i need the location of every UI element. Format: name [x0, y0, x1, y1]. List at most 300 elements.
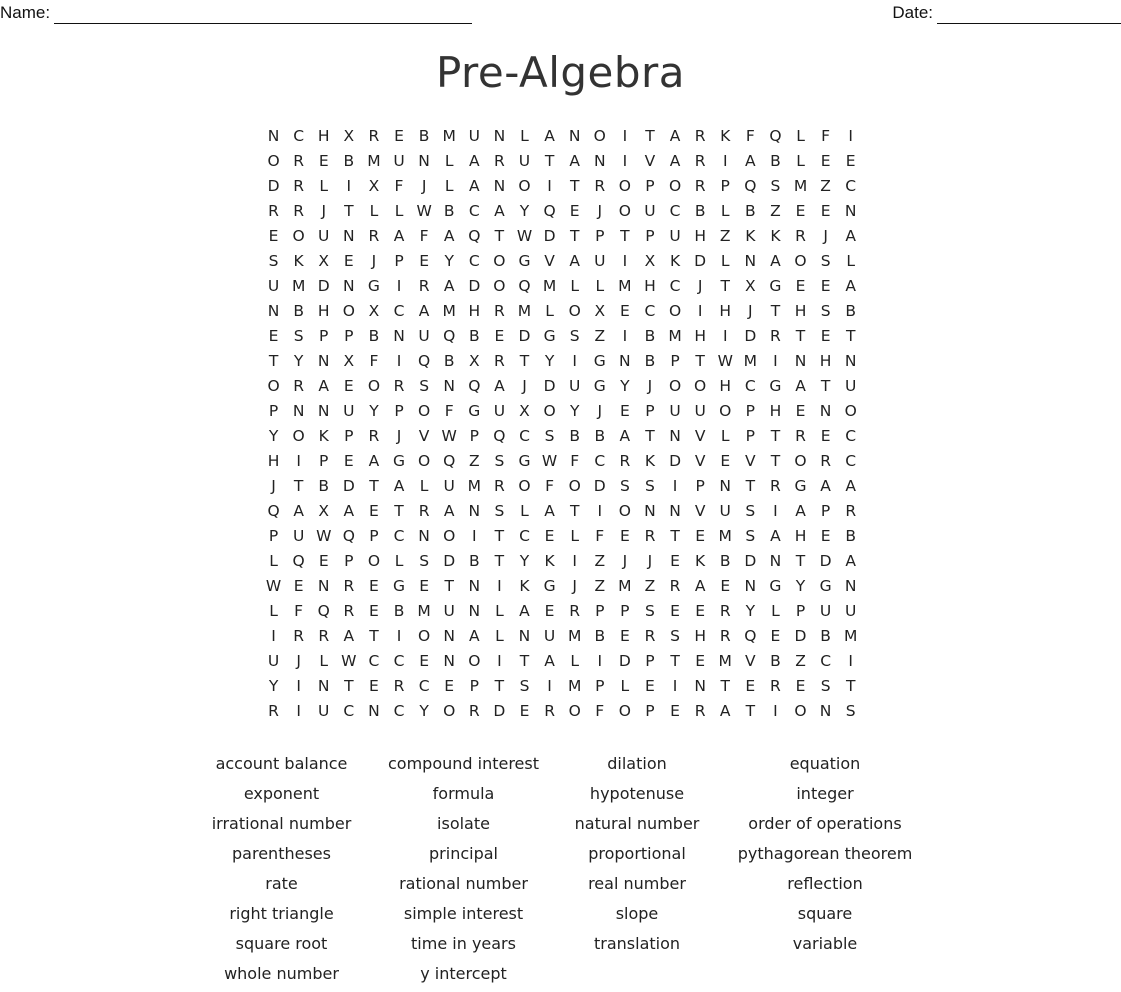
grid-letter[interactable]: E [619, 627, 630, 645]
grid-letter[interactable]: R [494, 352, 505, 370]
grid-letter[interactable]: H [317, 127, 330, 145]
grid-letter[interactable]: U [318, 227, 330, 245]
grid-letter[interactable]: B [293, 302, 304, 320]
grid-letter[interactable]: Y [620, 377, 630, 395]
grid-letter[interactable]: E [670, 602, 680, 620]
grid-letter[interactable]: E [695, 602, 706, 620]
grid-letter[interactable]: R [845, 502, 857, 520]
grid-letter[interactable]: D [493, 702, 506, 720]
grid-letter[interactable]: H [267, 452, 280, 470]
grid-letter[interactable]: Z [770, 202, 781, 220]
grid-letter[interactable]: H [719, 377, 732, 395]
grid-letter[interactable]: N [593, 152, 606, 170]
grid-letter[interactable]: N [719, 477, 732, 495]
grid-letter[interactable]: L [444, 152, 454, 170]
grid-letter[interactable]: T [845, 327, 856, 345]
grid-letter[interactable]: R [368, 427, 380, 445]
grid-letter[interactable]: C [393, 302, 405, 320]
grid-letter[interactable]: H [719, 302, 732, 320]
grid-letter[interactable]: T [569, 227, 580, 245]
grid-letter[interactable]: I [722, 152, 728, 170]
grid-letter[interactable]: M [417, 602, 431, 620]
grid-letter[interactable]: A [669, 127, 681, 145]
grid-letter[interactable]: R [268, 702, 279, 720]
grid-letter[interactable]: J [421, 177, 427, 195]
grid-letter[interactable]: T [494, 227, 505, 245]
grid-letter[interactable]: C [393, 652, 405, 670]
grid-letter[interactable]: C [468, 252, 480, 270]
grid-letter[interactable]: Y [444, 252, 454, 270]
grid-letter[interactable]: A [845, 277, 856, 295]
grid-letter[interactable]: R [719, 602, 731, 620]
grid-letter[interactable]: J [597, 202, 603, 220]
grid-letter[interactable]: H [694, 627, 706, 645]
grid-letter[interactable]: Z [594, 327, 606, 345]
grid-letter[interactable]: G [769, 377, 782, 395]
grid-letter[interactable]: G [468, 402, 481, 420]
grid-letter[interactable]: R [293, 627, 305, 645]
grid-letter[interactable]: P [344, 552, 354, 570]
grid-letter[interactable]: M [567, 677, 582, 695]
grid-letter[interactable]: V [644, 152, 656, 170]
grid-letter[interactable]: I [472, 527, 477, 545]
grid-letter[interactable]: I [622, 152, 628, 170]
grid-letter[interactable]: I [396, 627, 402, 645]
grid-letter[interactable]: G [393, 452, 406, 470]
grid-letter[interactable]: J [296, 652, 301, 670]
grid-letter[interactable]: Q [292, 552, 305, 570]
grid-letter[interactable]: W [341, 652, 357, 670]
grid-letter[interactable]: T [569, 502, 580, 520]
grid-letter[interactable]: A [820, 477, 831, 495]
grid-letter[interactable]: E [419, 652, 429, 670]
grid-letter[interactable]: D [694, 252, 707, 270]
grid-letter[interactable]: C [519, 427, 530, 445]
grid-letter[interactable]: E [494, 327, 505, 345]
grid-letter[interactable]: G [393, 577, 406, 595]
grid-letter[interactable]: F [369, 352, 379, 370]
grid-letter[interactable]: R [694, 177, 706, 195]
grid-letter[interactable]: S [770, 177, 781, 195]
grid-letter[interactable]: U [267, 652, 280, 670]
grid-letter[interactable]: A [745, 152, 756, 170]
grid-letter[interactable]: T [745, 702, 756, 720]
grid-letter[interactable]: N [518, 627, 531, 645]
grid-letter[interactable]: S [670, 627, 680, 645]
grid-letter[interactable]: O [543, 402, 556, 420]
grid-letter[interactable]: S [419, 377, 430, 395]
grid-letter[interactable]: A [443, 227, 455, 245]
grid-letter[interactable]: L [269, 552, 278, 570]
grid-letter[interactable]: Z [594, 552, 606, 570]
grid-letter[interactable]: B [368, 327, 380, 345]
grid-letter[interactable]: K [293, 252, 304, 270]
grid-letter[interactable]: O [719, 402, 732, 420]
grid-letter[interactable]: N [343, 227, 355, 245]
grid-letter[interactable]: Y [419, 702, 429, 720]
grid-letter[interactable]: E [544, 602, 555, 620]
grid-letter[interactable]: E [394, 127, 404, 145]
grid-letter[interactable]: H [694, 227, 706, 245]
grid-letter[interactable]: B [694, 202, 706, 220]
grid-letter[interactable]: L [720, 252, 730, 270]
grid-letter[interactable]: N [418, 527, 430, 545]
grid-letter[interactable]: S [820, 252, 831, 270]
grid-letter[interactable]: Q [443, 452, 456, 470]
grid-letter[interactable]: M [567, 627, 582, 645]
grid-letter[interactable]: L [394, 552, 404, 570]
grid-letter[interactable]: I [848, 127, 853, 145]
grid-letter[interactable]: I [597, 652, 603, 670]
grid-letter[interactable]: F [821, 127, 831, 145]
grid-letter[interactable]: P [469, 677, 479, 695]
grid-letter[interactable]: L [269, 602, 278, 620]
grid-letter[interactable]: D [744, 552, 757, 570]
grid-letter[interactable]: K [695, 552, 706, 570]
grid-letter[interactable]: H [694, 327, 706, 345]
grid-letter[interactable]: M [467, 477, 481, 495]
grid-letter[interactable]: R [368, 127, 380, 145]
grid-letter[interactable]: E [645, 677, 655, 695]
grid-letter[interactable]: W [541, 452, 558, 470]
grid-letter[interactable]: A [795, 502, 806, 520]
grid-letter[interactable]: N [844, 577, 857, 595]
grid-letter[interactable]: Y [569, 402, 580, 420]
grid-letter[interactable]: U [819, 602, 832, 620]
grid-letter[interactable]: B [644, 327, 656, 345]
grid-letter[interactable]: U [669, 402, 681, 420]
grid-letter[interactable]: I [396, 277, 402, 295]
grid-letter[interactable]: O [493, 252, 506, 270]
grid-letter[interactable]: P [645, 702, 655, 720]
grid-letter[interactable]: A [719, 702, 731, 720]
grid-letter[interactable]: B [594, 427, 606, 445]
grid-letter[interactable]: A [494, 377, 505, 395]
grid-letter[interactable]: O [367, 552, 381, 570]
grid-letter[interactable]: N [368, 702, 380, 720]
grid-letter[interactable]: S [645, 602, 655, 620]
grid-letter[interactable]: A [468, 627, 480, 645]
grid-letter[interactable]: S [745, 527, 756, 545]
grid-letter[interactable]: E [318, 152, 329, 170]
grid-letter[interactable]: C [368, 652, 380, 670]
grid-letter[interactable]: E [795, 402, 806, 420]
grid-letter[interactable]: P [369, 527, 379, 545]
grid-letter[interactable]: N [317, 577, 330, 595]
grid-letter[interactable]: Q [443, 327, 456, 345]
grid-letter[interactable]: A [368, 452, 380, 470]
grid-letter[interactable]: I [296, 452, 301, 470]
grid-letter[interactable]: R [268, 202, 279, 220]
grid-letter[interactable]: W [316, 527, 332, 545]
grid-letter[interactable]: D [744, 327, 757, 345]
grid-letter[interactable]: C [519, 527, 530, 545]
grid-letter[interactable]: B [418, 127, 430, 145]
grid-letter[interactable]: U [343, 402, 355, 420]
grid-letter[interactable]: S [544, 427, 555, 445]
grid-letter[interactable]: C [393, 527, 405, 545]
grid-letter[interactable]: Q [744, 177, 757, 195]
grid-letter[interactable]: S [293, 327, 304, 345]
grid-letter[interactable]: A [694, 577, 706, 595]
grid-letter[interactable]: N [443, 652, 455, 670]
grid-letter[interactable]: L [419, 477, 429, 495]
grid-letter[interactable]: R [293, 177, 305, 195]
grid-letter[interactable]: P [645, 402, 655, 420]
grid-letter[interactable]: E [569, 202, 580, 220]
grid-letter[interactable]: C [820, 652, 832, 670]
grid-letter[interactable]: N [343, 277, 355, 295]
grid-letter[interactable]: E [419, 577, 429, 595]
grid-letter[interactable]: L [495, 602, 504, 620]
grid-letter[interactable]: T [494, 677, 505, 695]
grid-letter[interactable]: D [317, 277, 330, 295]
grid-letter[interactable]: A [494, 202, 505, 220]
grid-letter[interactable]: T [344, 202, 354, 220]
grid-letter[interactable]: M [442, 302, 456, 320]
grid-letter[interactable]: Q [342, 527, 355, 545]
grid-letter[interactable]: B [770, 152, 781, 170]
grid-letter[interactable]: C [594, 452, 606, 470]
grid-letter[interactable]: M [718, 652, 732, 670]
grid-letter[interactable]: S [494, 452, 505, 470]
grid-letter[interactable]: E [795, 277, 806, 295]
grid-letter[interactable]: S [745, 502, 756, 520]
grid-letter[interactable]: L [520, 127, 529, 145]
grid-letter[interactable]: B [468, 327, 480, 345]
grid-letter[interactable]: C [845, 452, 857, 470]
grid-letter[interactable]: S [519, 677, 530, 695]
grid-letter[interactable]: E [343, 252, 354, 270]
grid-letter[interactable]: U [318, 702, 330, 720]
grid-letter[interactable]: O [292, 427, 305, 445]
grid-letter[interactable]: L [570, 527, 579, 545]
grid-letter[interactable]: A [393, 227, 405, 245]
grid-letter[interactable]: N [794, 352, 807, 370]
grid-letter[interactable]: R [644, 527, 656, 545]
grid-letter[interactable]: V [694, 502, 706, 520]
grid-letter[interactable]: I [497, 652, 502, 670]
grid-letter[interactable]: M [618, 277, 632, 295]
grid-letter[interactable]: L [720, 202, 730, 220]
grid-letter[interactable]: S [619, 477, 630, 495]
grid-letter[interactable]: P [795, 602, 806, 620]
grid-letter[interactable]: Q [468, 227, 481, 245]
grid-letter[interactable]: N [468, 577, 481, 595]
grid-letter[interactable]: U [493, 402, 506, 420]
grid-letter[interactable]: C [845, 177, 857, 195]
grid-letter[interactable]: V [694, 452, 706, 470]
grid-letter[interactable]: Y [519, 202, 530, 220]
grid-letter[interactable]: E [369, 677, 379, 695]
grid-letter[interactable]: T [268, 352, 279, 370]
grid-letter[interactable]: L [394, 202, 404, 220]
grid-letter[interactable]: N [644, 502, 656, 520]
grid-letter[interactable]: A [795, 377, 806, 395]
grid-letter[interactable]: P [745, 402, 755, 420]
grid-letter[interactable]: O [493, 277, 506, 295]
grid-letter[interactable]: R [293, 202, 305, 220]
grid-letter[interactable]: N [819, 702, 832, 720]
grid-letter[interactable]: E [619, 527, 630, 545]
grid-letter[interactable]: O [844, 402, 857, 420]
grid-letter[interactable]: I [722, 327, 728, 345]
grid-letter[interactable]: B [393, 602, 405, 620]
grid-letter[interactable]: P [595, 227, 605, 245]
grid-letter[interactable]: E [343, 452, 354, 470]
grid-letter[interactable]: E [845, 152, 856, 170]
grid-letter[interactable]: O [618, 202, 631, 220]
grid-letter[interactable]: U [393, 152, 405, 170]
date-blank-line[interactable] [937, 7, 1121, 24]
grid-letter[interactable]: Y [369, 402, 379, 420]
grid-letter[interactable]: I [296, 702, 301, 720]
grid-letter[interactable]: D [669, 452, 682, 470]
grid-letter[interactable]: O [794, 702, 807, 720]
grid-letter[interactable]: O [418, 452, 431, 470]
grid-letter[interactable]: A [318, 377, 330, 395]
grid-letter[interactable]: P [344, 427, 354, 445]
grid-letter[interactable]: A [544, 127, 555, 145]
grid-letter[interactable]: A [669, 152, 681, 170]
grid-letter[interactable]: U [468, 127, 480, 145]
grid-letter[interactable]: B [318, 477, 330, 495]
grid-letter[interactable]: T [770, 427, 781, 445]
date-field[interactable] [892, 2, 1121, 24]
grid-letter[interactable]: X [644, 252, 656, 270]
grid-letter[interactable]: I [773, 502, 778, 520]
grid-letter[interactable]: V [745, 652, 756, 670]
grid-letter[interactable]: R [594, 177, 606, 195]
grid-letter[interactable]: N [744, 252, 757, 270]
grid-letter[interactable]: F [444, 402, 454, 420]
grid-letter[interactable]: E [695, 652, 706, 670]
grid-letter[interactable]: Z [820, 177, 831, 195]
grid-letter[interactable]: A [293, 502, 304, 520]
grid-letter[interactable]: M [668, 327, 682, 345]
grid-letter[interactable]: N [443, 377, 455, 395]
grid-letter[interactable]: O [443, 527, 456, 545]
grid-letter[interactable]: C [393, 702, 405, 720]
grid-letter[interactable]: S [645, 477, 655, 495]
grid-letter[interactable]: C [644, 302, 656, 320]
grid-letter[interactable]: N [669, 427, 681, 445]
grid-letter[interactable]: R [770, 477, 781, 495]
grid-letter[interactable]: H [644, 277, 656, 295]
grid-letter[interactable]: R [343, 602, 355, 620]
grid-letter[interactable]: T [720, 677, 730, 695]
grid-letter[interactable]: P [645, 177, 655, 195]
grid-letter[interactable]: B [644, 352, 656, 370]
grid-letter[interactable]: A [343, 627, 355, 645]
grid-letter[interactable]: O [618, 502, 631, 520]
grid-letter[interactable]: R [770, 327, 781, 345]
grid-letter[interactable]: A [343, 502, 355, 520]
grid-letter[interactable]: R [494, 152, 505, 170]
grid-letter[interactable]: P [695, 477, 705, 495]
grid-letter[interactable]: P [645, 227, 655, 245]
grid-letter[interactable]: T [369, 627, 379, 645]
grid-letter[interactable]: S [569, 327, 580, 345]
grid-letter[interactable]: N [844, 352, 857, 370]
grid-letter[interactable]: I [672, 477, 678, 495]
grid-letter[interactable]: R [418, 277, 430, 295]
grid-letter[interactable]: W [265, 577, 282, 595]
grid-letter[interactable]: Y [544, 352, 555, 370]
grid-letter[interactable]: W [717, 352, 733, 370]
grid-letter[interactable]: M [793, 177, 808, 195]
grid-letter[interactable]: D [543, 227, 556, 245]
grid-letter[interactable]: I [773, 352, 778, 370]
grid-letter[interactable]: O [518, 477, 531, 495]
grid-letter[interactable]: X [368, 177, 380, 195]
grid-letter[interactable]: E [544, 527, 555, 545]
grid-letter[interactable]: V [544, 252, 555, 270]
grid-letter[interactable]: A [468, 177, 480, 195]
grid-letter[interactable]: G [769, 277, 782, 295]
grid-letter[interactable]: H [468, 302, 481, 320]
grid-letter[interactable]: N [418, 152, 430, 170]
grid-letter[interactable]: Z [594, 577, 606, 595]
grid-letter[interactable]: N [317, 677, 330, 695]
grid-letter[interactable]: U [518, 152, 531, 170]
grid-letter[interactable]: I [396, 352, 402, 370]
grid-letter[interactable]: P [394, 252, 404, 270]
grid-letter[interactable]: C [418, 677, 430, 695]
grid-letter[interactable]: L [570, 652, 579, 670]
grid-letter[interactable]: N [317, 402, 330, 420]
grid-letter[interactable]: J [321, 202, 327, 220]
grid-letter[interactable]: T [720, 277, 730, 295]
grid-letter[interactable]: D [819, 552, 832, 570]
grid-letter[interactable]: E [444, 677, 455, 695]
grid-letter[interactable]: I [672, 677, 678, 695]
grid-letter[interactable]: E [720, 577, 731, 595]
grid-letter[interactable]: V [418, 427, 430, 445]
grid-letter[interactable]: M [844, 627, 858, 645]
grid-letter[interactable]: M [442, 127, 456, 145]
grid-letter[interactable]: M [718, 527, 732, 545]
grid-letter[interactable]: G [819, 577, 832, 595]
grid-letter[interactable]: B [745, 202, 756, 220]
grid-letter[interactable]: Y [268, 677, 279, 695]
grid-letter[interactable]: L [771, 602, 780, 620]
grid-letter[interactable]: F [570, 452, 580, 470]
grid-letter[interactable]: U [845, 377, 857, 395]
grid-letter[interactable]: I [773, 702, 778, 720]
grid-letter[interactable]: O [418, 402, 431, 420]
grid-letter[interactable]: L [520, 502, 529, 520]
grid-letter[interactable]: B [569, 427, 580, 445]
grid-letter[interactable]: E [318, 552, 329, 570]
grid-letter[interactable]: B [343, 152, 355, 170]
grid-letter[interactable]: E [369, 577, 379, 595]
grid-letter[interactable]: O [568, 302, 581, 320]
grid-letter[interactable]: S [820, 677, 831, 695]
grid-letter[interactable]: E [695, 527, 706, 545]
grid-letter[interactable]: I [572, 552, 577, 570]
grid-letter[interactable]: I [848, 652, 853, 670]
grid-letter[interactable]: R [669, 577, 681, 595]
grid-letter[interactable]: G [794, 477, 807, 495]
grid-letter[interactable]: T [845, 677, 856, 695]
grid-letter[interactable]: X [745, 277, 756, 295]
grid-letter[interactable]: R [694, 127, 706, 145]
grid-letter[interactable]: M [367, 152, 381, 170]
grid-letter[interactable]: F [745, 127, 755, 145]
grid-letter[interactable]: O [468, 652, 481, 670]
grid-letter[interactable]: B [468, 552, 480, 570]
